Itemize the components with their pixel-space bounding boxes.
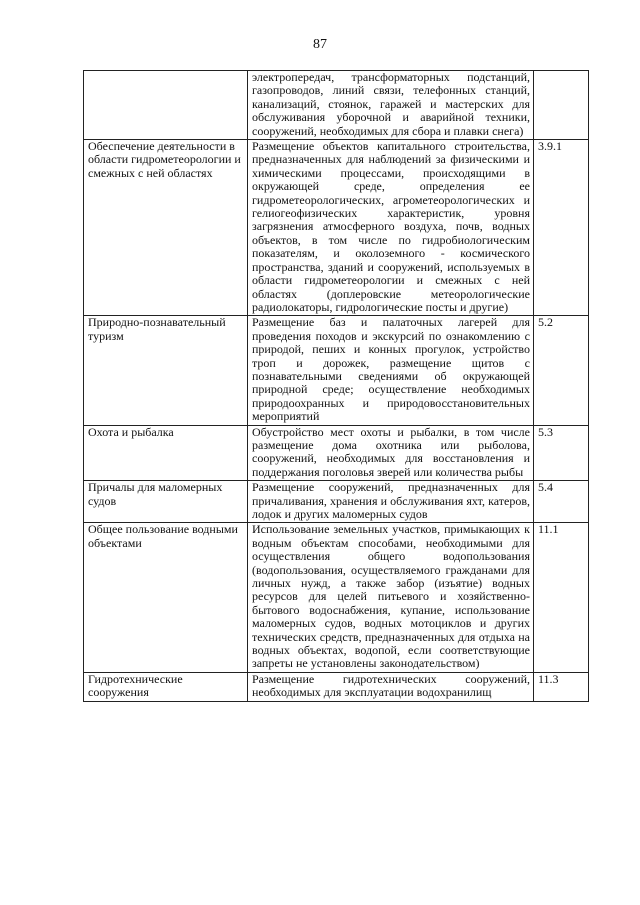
table-row [84, 425, 589, 481]
land-use-table [83, 70, 589, 702]
land-use-name: Общее пользование водными объектами [84, 523, 248, 672]
land-use-code: 5.3 [534, 425, 589, 481]
table-row [84, 523, 589, 672]
land-use-code: 5.4 [534, 481, 589, 523]
land-use-name: Природно-познавательный туризм [84, 316, 248, 425]
land-use-name: Причалы для маломерных судов [84, 481, 248, 523]
land-use-name: Гидротехнические сооружения [84, 672, 248, 701]
land-use-code: 3.9.1 [534, 140, 589, 316]
land-use-description: Размещение баз и палаточных лагерей для проведения походов и экскурсий по ознакомлению с природой, пеших и конных прогулок, устройство троп и дорожек, размещение щитов с познавательными сведениями об окружающей природной среде; осуществление необходимых природоохранных и природовосстановительных мероприятий [248, 316, 534, 425]
land-use-description: Использование земельных участков, примыкающих к водным объектам способами, необходимыми для осуществления общего водопользования (водопользования, осуществляемого гражданами для личных нужд, а также забор (изъятие) водных ресурсов для целей питьевого и хозяйственно-бытового водоснабжения, купание, использование маломерных судов, водных мотоциклов и других технических средств, предназначенных для отдыха на водных объектах, водопой, если соответствующие запреты не установлены законодательством) [248, 523, 534, 672]
land-use-name: Охота и рыбалка [84, 425, 248, 481]
land-use-description: Обустройство мест охоты и рыбалки, в том числе размещение дома охотника или рыболова, сооружений, необходимых для восстановления и поддержания поголовья зверей или количества рыбы [248, 425, 534, 481]
land-use-description: Размещение объектов капитального строительства, предназначенных для наблюдений за физическими и химическими процессами, происходящими в окружающей среде, определения ее гидрометеорологических, агрометеорологических и гелиогеофизических характеристик, уровня загрязнения атмосферного воздуха, почв, водных объектов, в том числе по гидробиологическим показателям, и околоземного - космического пространства, зданий и сооружений, используемых в области гидрометеорологии и смежных с ней областях (доплеровские метеорологические радиолокаторы, гидрологические посты и другие) [248, 140, 534, 316]
land-use-description: Размещение сооружений, предназначенных для причаливания, хранения и обслуживания яхт, катеров, лодок и других маломерных судов [248, 481, 534, 523]
table-row [84, 316, 589, 425]
table-row [84, 481, 589, 523]
land-use-name [84, 71, 248, 140]
land-use-description: электропередач, трансформаторных подстанций, газопроводов, линий связи, телефонных станций, канализаций, стоянок, гаражей и мастерских для обслуживания уборочной и аварийной техники, сооружений, необходимых для сбора и плавки снега) [248, 71, 534, 140]
page-number: 87 [313, 37, 327, 52]
table-row [84, 672, 589, 701]
land-use-code: 11.1 [534, 523, 589, 672]
land-use-description: Размещение гидротехнических сооружений, необходимых для эксплуатации водохранилищ [248, 672, 534, 701]
land-use-code: 11.3 [534, 672, 589, 701]
table-row [84, 71, 589, 140]
table-row [84, 140, 589, 316]
land-use-name: Обеспечение деятельности в области гидрометеорологии и смежных с ней областях [84, 140, 248, 316]
land-use-code: 5.2 [534, 316, 589, 425]
land-use-code [534, 71, 589, 140]
